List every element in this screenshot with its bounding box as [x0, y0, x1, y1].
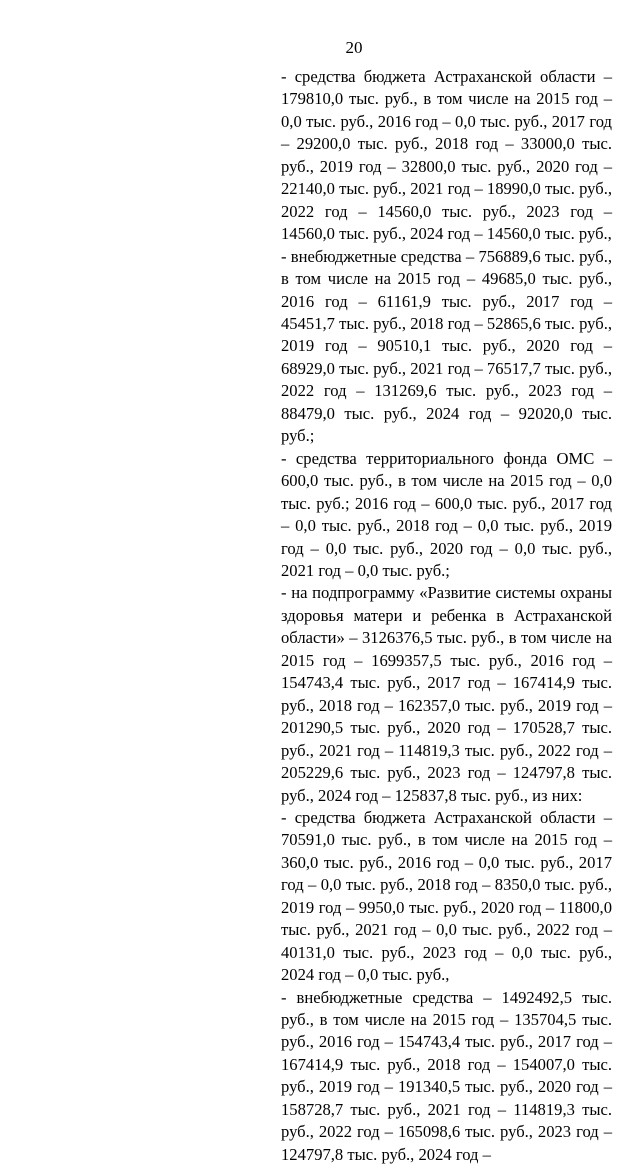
page-number: 20	[345, 38, 363, 57]
document-body	[281, 66, 612, 1166]
paragraph-extrabudgetary-1: - внебюджетные средства – 756889,6 тыс. руб., в том числе на 2015 год – 49685,0 тыс. руб., 2016 год – 61161,9 тыс. руб., 2017 год – 45451,7 тыс. руб., 2018 год – 52865,6 тыс. руб., 2019 год – 90510,1 тыс. руб., 2020 год – 68929,0 тыс. руб., 2021 год – 76517,7 тыс. руб., 2022 год – 131269,6 тыс. руб., 2023 год – 88479,0 тыс. руб., 2024 год – 92020,0 тыс. руб.;	[281, 246, 612, 446]
paragraph-regional-budget-2: - средства бюджета Астраханской области – 70591,0 тыс. руб., в том числе на 2015 год – 360,0 тыс. руб., 2016 год – 0,0 тыс. руб., 2017 год – 0,0 тыс. руб., 2018 год – 8350,0 тыс. руб., 2019 год – 9950,0 тыс. руб., 2020 год – 11800,0 тыс. руб., 2021 год – 0,0 тыс. руб., 2022 год – 40131,0 тыс. руб., 2023 год – 0,0 тыс. руб., 2024 год – 0,0 тыс. руб.,	[281, 807, 612, 985]
paragraph-extrabudgetary-2: - внебюджетные средства – 1492492,5 тыс. руб., в том числе на 2015 год – 135704,5 тыс. руб., 2016 год – 154743,4 тыс. руб., 2017 год – 167414,9 тыс. руб., 2018 год – 154007,0 тыс. руб., 2019 год – 191340,5 тыс. руб., 2020 год – 158728,7 тыс. руб., 2021 год – 114819,3 тыс. руб., 2022 год – 165098,6 тыс. руб., 2023 год – 124797,8 тыс. руб., 2024 год –	[281, 987, 612, 1164]
paragraph-maternal-child-subprogram: - на подпрограмму «Развитие системы охраны здоровья матери и ребенка в Астраханской области» – 3126376,5 тыс. руб., в том числе на 2015 год – 1699357,5 тыс. руб., 2016 год – 154743,4 тыс. руб., 2017 год – 167414,9 тыс. руб., 2018 год – 162357,0 тыс. руб., 2019 год – 201290,5 тыс. руб., 2020 год – 170528,7 тыс. руб., 2021 год – 114819,3 тыс. руб., 2022 год – 205229,6 тыс. руб., 2023 год – 124797,8 тыс. руб., 2024 год – 125837,8 тыс. руб., из них:	[281, 583, 612, 805]
paragraph-regional-budget-1: - средства бюджета Астраханской области – 179810,0 тыс. руб., в том числе на 2015 год – 0,0 тыс. руб., 2016 год – 0,0 тыс. руб., 2017 год – 29200,0 тыс. руб., 2018 год – 33000,0 тыс. руб., 2019 год – 32800,0 тыс. руб., 2020 год – 22140,0 тыс. руб., 2021 год – 18990,0 тыс. руб., 2022 год – 14560,0 тыс. руб., 2023 год – 14560,0 тыс. руб., 2024 год – 14560,0 тыс. руб.,	[281, 67, 612, 244]
paragraph-oms-fund: - средства территориального фонда ОМС – 600,0 тыс. руб., в том числе на 2015 год – 0,0 тыс. руб.; 2016 год – 600,0 тыс. руб., 2017 год – 0,0 тыс. руб., 2018 год – 0,0 тыс. руб., 2019 год – 0,0 тыс. руб., 2020 год – 0,0 тыс. руб., 2021 год – 0,0 тыс. руб.;	[281, 448, 612, 580]
